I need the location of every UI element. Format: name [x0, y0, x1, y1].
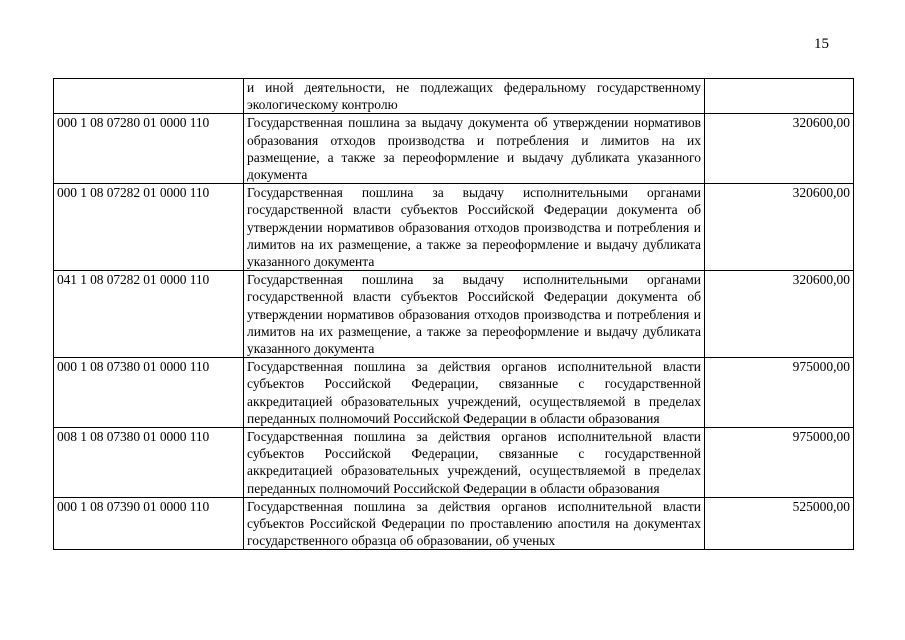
- amount-cell: 525000,00: [705, 497, 854, 550]
- table-row: [54, 114, 854, 184]
- budget-code-cell: 000 1 08 07282 01 0000 110: [54, 184, 244, 271]
- table-row: [54, 79, 854, 114]
- amount-cell: 320600,00: [705, 114, 854, 184]
- budget-code-cell: 041 1 08 07282 01 0000 110: [54, 271, 244, 358]
- page-number: 15: [814, 36, 829, 52]
- amount-cell: 975000,00: [705, 358, 854, 428]
- budget-code-cell: 000 1 08 07280 01 0000 110: [54, 114, 244, 184]
- amount-cell: [705, 79, 854, 114]
- budget-code-cell: [54, 79, 244, 114]
- budget-code-cell: 000 1 08 07390 01 0000 110: [54, 497, 244, 550]
- amount-cell: 320600,00: [705, 184, 854, 271]
- table-row: [54, 184, 854, 271]
- amount-cell: 975000,00: [705, 428, 854, 498]
- budget-code-cell: 000 1 08 07380 01 0000 110: [54, 358, 244, 428]
- amount-cell: 320600,00: [705, 271, 854, 358]
- description-cell: Государственная пошлина за действия органов исполнительной власти субъектов Российской Федерации, связанные с государственной аккредитацией образовательных учреждений, осуществляемой в пределах переданных полномочий Российской Федерации в области образования: [244, 358, 705, 428]
- description-cell: Государственная пошлина за действия органов исполнительной власти субъектов Российской Федерации, связанные с государственной аккредитацией образовательных учреждений, осуществляемой в пределах переданных полномочий Российской Федерации в области образования: [244, 428, 705, 498]
- table-row: [54, 497, 854, 550]
- table-row: [54, 428, 854, 498]
- description-cell: Государственная пошлина за выдачу документа об утверждении нормативов образования отходов производства и потребления и лимитов на их размещение, а также за переоформление и выдачу дубликата указанного документа: [244, 114, 705, 184]
- description-cell: и иной деятельности, не подлежащих федеральному государственному экологическому контролю: [244, 79, 705, 114]
- description-cell: Государственная пошлина за выдачу исполнительными органами государственной власти субъектов Российской Федерации документа об утверждении нормативов образования отходов производства и потребления и лимитов на их размещение, а также за переоформление и выдачу дубликата указанного документа: [244, 184, 705, 271]
- budget-code-cell: 008 1 08 07380 01 0000 110: [54, 428, 244, 498]
- description-cell: Государственная пошлина за выдачу исполнительными органами государственной власти субъектов Российской Федерации документа об утверждении нормативов образования отходов производства и потребления и лимитов на их размещение, а также за переоформление и выдачу дубликата указанного документа: [244, 271, 705, 358]
- budget-revenue-table: [53, 78, 854, 550]
- table-row: [54, 358, 854, 428]
- description-cell: Государственная пошлина за действия органов исполнительной власти субъектов Российской Федерации по проставлению апостиля на документах государственного образца об образовании, об ученых: [244, 497, 705, 550]
- table-row: [54, 271, 854, 358]
